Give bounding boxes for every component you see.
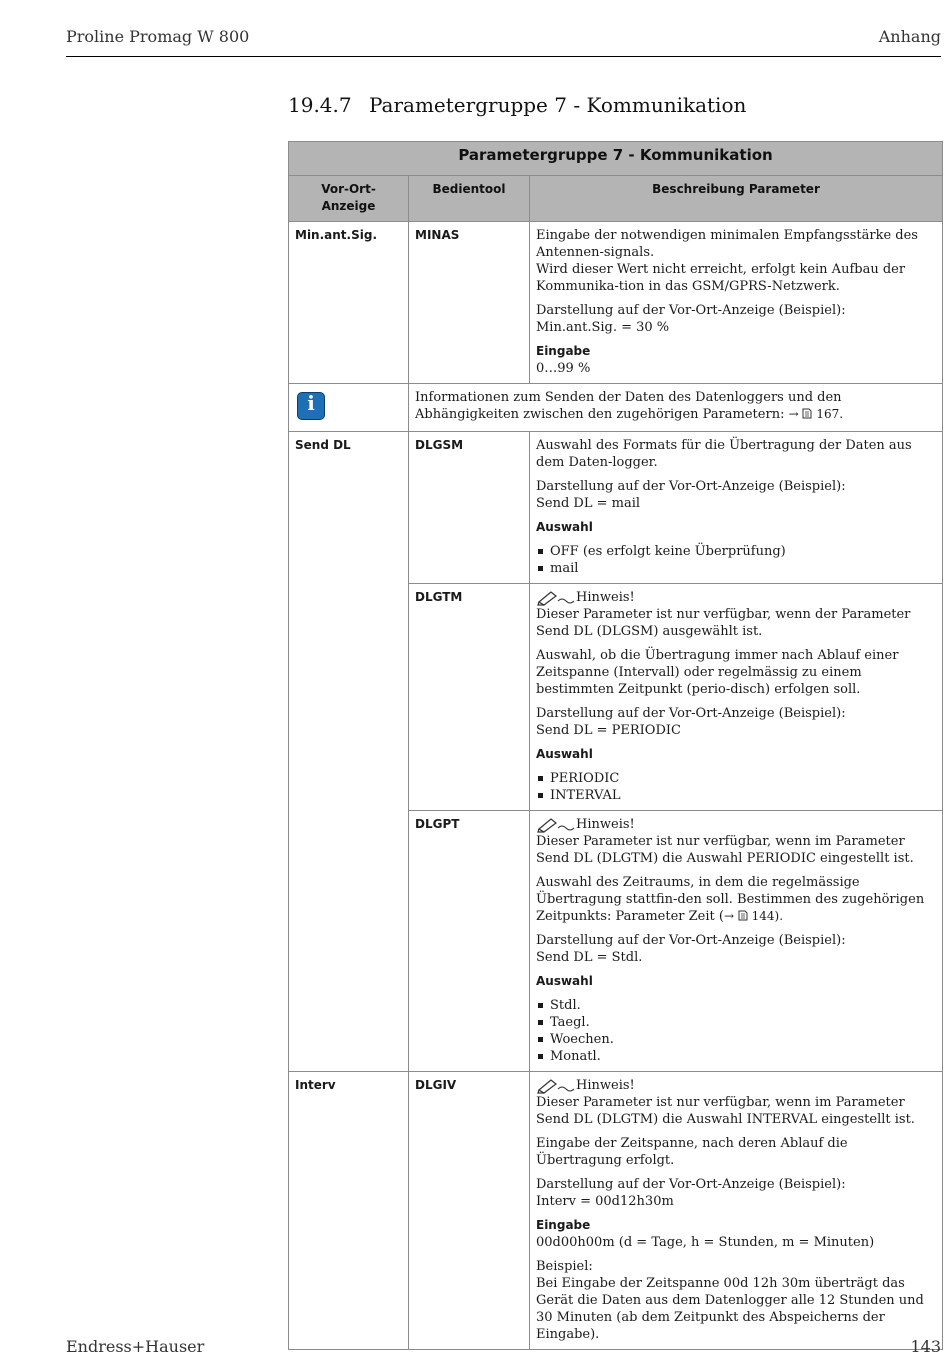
note-block: Hinweis! Dieser Parameter ist nur verfügbar, wenn im Parameter Send DL (DLGTM) die Auswahl PERIODIC eingestellt ist. <box>536 817 914 866</box>
list-item: Stdl. <box>536 997 936 1014</box>
page-reference-link[interactable]: → 144). <box>723 909 784 923</box>
option-list <box>536 543 936 577</box>
header-chapter: Anhang <box>878 27 941 46</box>
display-name-cell: Send DL <box>289 432 409 1072</box>
pencil-note-icon <box>536 1077 576 1094</box>
header-product-name: Proline Promag W 800 <box>66 27 250 46</box>
note-block: Hinweis! Dieser Parameter ist nur verfügbar, wenn der Parameter Send DL (DLGSM) ausgewählt ist. <box>536 590 911 639</box>
page-icon <box>802 408 812 419</box>
page-reference-link[interactable]: → 167. <box>788 407 844 421</box>
display-example: Darstellung auf der Vor-Ort-Anzeige (Beispiel): Send DL = mail <box>536 479 846 511</box>
option-list <box>536 770 936 804</box>
section-heading <box>288 93 746 117</box>
table-group-title: Parametergruppe 7 - Kommunikation <box>289 142 943 176</box>
tool-name-cell: DLGSM <box>409 432 530 584</box>
list-item: OFF (es erfolgt keine Überprüfung) <box>536 543 936 560</box>
display-name-cell: Min.ant.Sig. <box>289 222 409 384</box>
section-number: 19.4.7 <box>288 93 352 117</box>
display-example: Darstellung auf der Vor-Ort-Anzeige (Beispiel): Send DL = PERIODIC <box>536 706 846 738</box>
table-row <box>289 222 943 384</box>
description-text: Auswahl des Zeitraums, in dem die regelmässige Übertragung stattfin-den soll. Bestimmen des zugehörigen Zeitpunkts: Parameter Zeit (→ 144). <box>536 875 925 924</box>
description-text: Auswahl, ob die Übertragung immer nach Ablauf einer Zeitspanne (Intervall) oder regelmässig zu einem bestimmten Zeitpunkt (perio-disch) erfolgen soll. <box>536 648 899 697</box>
section-title: Parametergruppe 7 - Kommunikation <box>369 93 747 117</box>
list-item: Taegl. <box>536 1014 936 1031</box>
tool-name-cell: DLGIV <box>409 1072 530 1350</box>
tool-name-cell: DLGTM <box>409 584 530 811</box>
info-row <box>289 384 943 432</box>
description-cell <box>530 1072 943 1350</box>
description-cell <box>530 811 943 1072</box>
description-cell <box>530 222 943 384</box>
choice-list: Auswahl <box>536 974 593 988</box>
note-block: Hinweis! Dieser Parameter ist nur verfügbar, wenn im Parameter Send DL (DLGTM) die Auswahl INTERVAL eingestellt ist. <box>536 1078 915 1127</box>
table-row <box>289 432 943 584</box>
display-example: Darstellung auf der Vor-Ort-Anzeige (Beispiel): Interv = 00d12h30m <box>536 1177 846 1209</box>
info-icon <box>297 392 325 420</box>
parameter-table <box>288 141 943 1350</box>
description-cell <box>530 584 943 811</box>
list-item: PERIODIC <box>536 770 936 787</box>
info-text-cell <box>409 384 943 432</box>
column-header-description: Beschreibung Parameter <box>530 176 943 222</box>
table-row <box>289 1072 943 1350</box>
list-item: mail <box>536 560 936 577</box>
header-rule <box>66 56 941 57</box>
list-item: INTERVAL <box>536 787 936 804</box>
display-name-cell: Interv <box>289 1072 409 1350</box>
list-item: Monatl. <box>536 1048 936 1065</box>
example-block: Beispiel: Bei Eingabe der Zeitspanne 00d 12h 30m überträgt das Gerät die Daten aus dem Datenlogger alle 12 Stunden und 30 Minuten (ab dem Zeitpunkt des Abspeicherns der Eingabe). <box>536 1259 924 1342</box>
description-text: Auswahl des Formats für die Übertragung der Daten aus dem Daten-logger. <box>536 438 912 470</box>
display-example: Darstellung auf der Vor-Ort-Anzeige (Beispiel): Send DL = Stdl. <box>536 933 846 965</box>
info-icon-cell <box>289 384 409 432</box>
table-column-header-row <box>289 176 943 222</box>
column-header-display: Vor-Ort-Anzeige <box>289 176 409 222</box>
pencil-note-icon <box>536 589 576 606</box>
option-list <box>536 997 936 1065</box>
choice-list: Auswahl <box>536 520 593 534</box>
column-header-tool: Bedientool <box>409 176 530 222</box>
page-number: 143 <box>910 1337 941 1356</box>
list-item: Woechen. <box>536 1031 936 1048</box>
footer-company: Endress+Hauser <box>66 1337 205 1356</box>
table-group-header-row <box>289 142 943 176</box>
tool-name-cell: MINAS <box>409 222 530 384</box>
pencil-note-icon <box>536 816 576 833</box>
info-text: Informationen zum Senden der Daten des Datenloggers und den Abhängigkeiten zwischen den zugehörigen Parametern: <box>415 390 842 422</box>
choice-list: Auswahl <box>536 747 593 761</box>
description-cell <box>530 432 943 584</box>
input-range: Eingabe 00d00h00m (d = Tage, h = Stunden, m = Minuten) <box>536 1218 875 1250</box>
display-example: Darstellung auf der Vor-Ort-Anzeige (Beispiel): Min.ant.Sig. = 30 % <box>536 303 846 335</box>
tool-name-cell: DLGPT <box>409 811 530 1072</box>
description-text: Eingabe der notwendigen minimalen Empfangsstärke des Antennen-signals. Wird dieser Wert nicht erreicht, erfolgt kein Aufbau der Kommunika-tion in das GSM/GPRS-Netzwerk. <box>536 228 918 294</box>
description-text: Eingabe der Zeitspanne, nach deren Ablauf die Übertragung erfolgt. <box>536 1136 848 1168</box>
input-range: Eingabe 0…99 % <box>536 344 591 376</box>
page-icon <box>738 910 748 921</box>
